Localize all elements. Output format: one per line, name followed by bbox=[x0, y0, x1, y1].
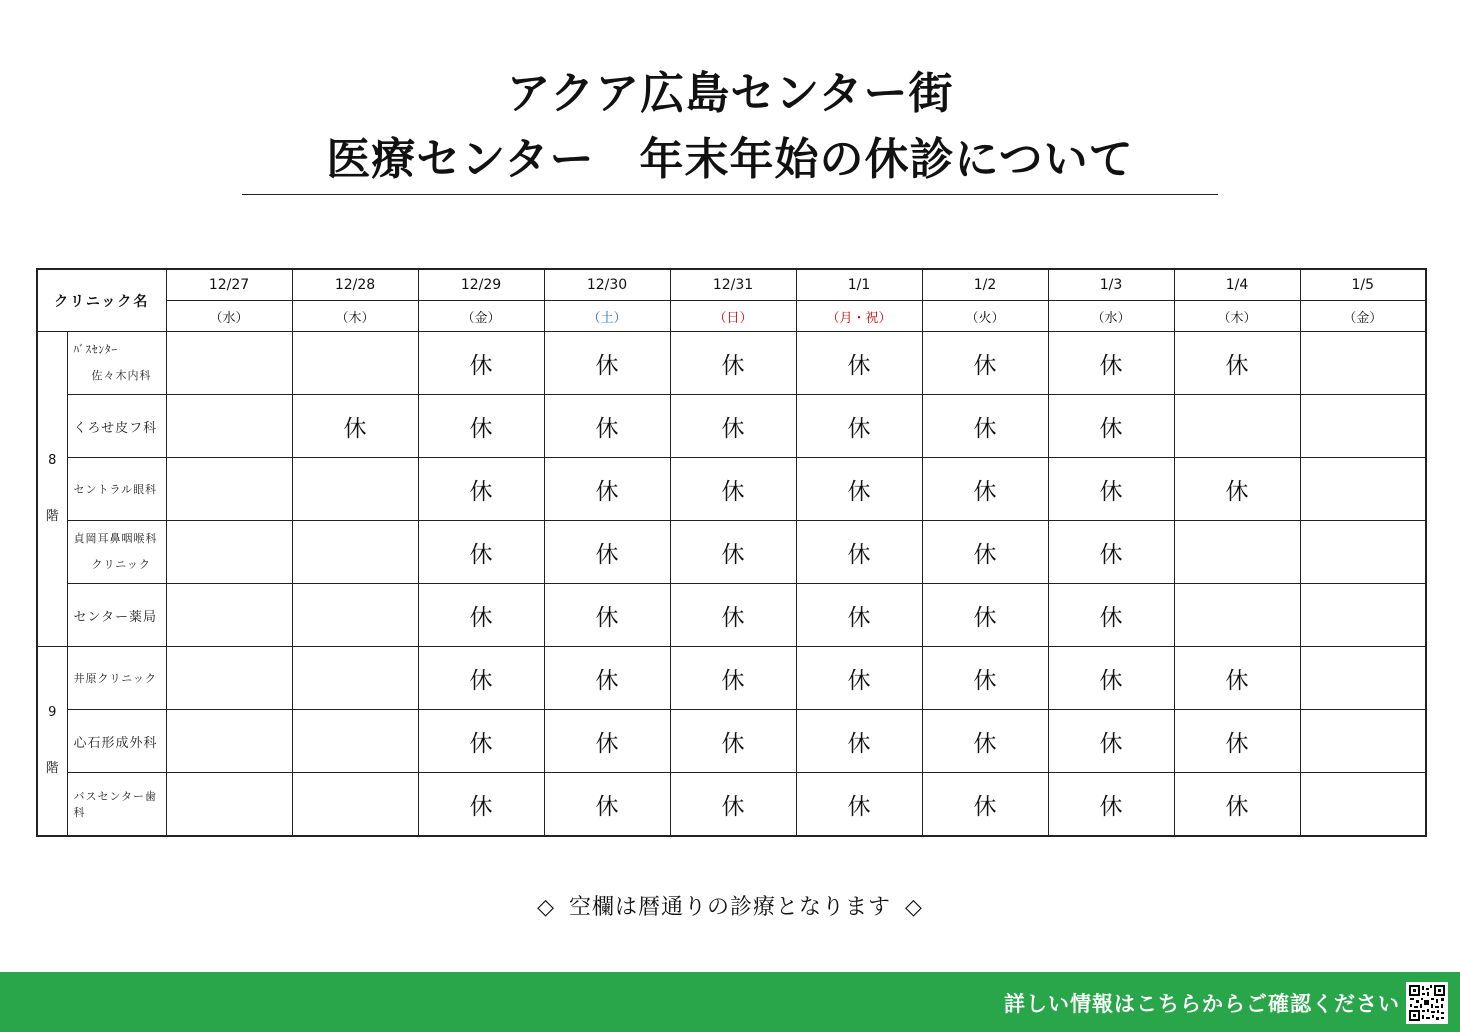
status-cell: 休 bbox=[418, 332, 544, 395]
status-cell: 休 bbox=[544, 584, 670, 647]
weekday-header: （木） bbox=[1174, 301, 1300, 332]
status-cell: 休 bbox=[1048, 710, 1174, 773]
clinic-name: センター薬局 bbox=[67, 584, 166, 647]
status-cell: 休 bbox=[670, 521, 796, 584]
clinic-row bbox=[37, 584, 1426, 647]
status-cell: 休 bbox=[1174, 773, 1300, 837]
status-cell: 休 bbox=[922, 647, 1048, 710]
clinic-name-header: クリニック名 bbox=[37, 269, 166, 332]
holiday-schedule-table bbox=[36, 268, 1427, 837]
status-cell: 休 bbox=[796, 332, 922, 395]
status-cell: 休 bbox=[670, 710, 796, 773]
weekday-header-sunday: （日） bbox=[670, 301, 796, 332]
status-cell bbox=[1300, 710, 1426, 773]
status-cell bbox=[166, 710, 292, 773]
title-divider bbox=[242, 194, 1218, 195]
date-header: 1/3 bbox=[1048, 269, 1174, 301]
weekday-header: （水） bbox=[1048, 301, 1174, 332]
status-cell: 休 bbox=[1174, 710, 1300, 773]
date-header: 1/4 bbox=[1174, 269, 1300, 301]
status-cell bbox=[292, 584, 418, 647]
status-cell: 休 bbox=[1048, 458, 1174, 521]
date-header: 12/30 bbox=[544, 269, 670, 301]
status-cell: 休 bbox=[670, 584, 796, 647]
status-cell: 休 bbox=[1048, 521, 1174, 584]
weekday-header-row bbox=[37, 301, 1426, 332]
clinic-row bbox=[37, 710, 1426, 773]
status-cell: 休 bbox=[544, 647, 670, 710]
diamond-icon: ◇ bbox=[537, 895, 555, 920]
footer-text: 詳しい情報はこちらからご確認ください bbox=[1004, 992, 1400, 1016]
status-cell: 休 bbox=[418, 458, 544, 521]
status-cell bbox=[1174, 521, 1300, 584]
status-cell: 休 bbox=[1048, 773, 1174, 837]
date-header: 12/31 bbox=[670, 269, 796, 301]
status-cell bbox=[292, 521, 418, 584]
status-cell bbox=[1300, 458, 1426, 521]
status-cell bbox=[166, 584, 292, 647]
status-cell: 休 bbox=[1174, 647, 1300, 710]
status-cell: 休 bbox=[1174, 458, 1300, 521]
status-cell bbox=[166, 395, 292, 458]
date-header-row bbox=[37, 269, 1426, 301]
status-cell: 休 bbox=[418, 395, 544, 458]
status-cell: 休 bbox=[544, 332, 670, 395]
weekday-header: （金） bbox=[1300, 301, 1426, 332]
date-header: 12/27 bbox=[166, 269, 292, 301]
status-cell: 休 bbox=[670, 773, 796, 837]
status-cell bbox=[292, 710, 418, 773]
status-cell: 休 bbox=[418, 647, 544, 710]
clinic-row bbox=[37, 458, 1426, 521]
status-cell: 休 bbox=[796, 773, 922, 837]
status-cell bbox=[166, 521, 292, 584]
clinic-name: 井原クリニック bbox=[67, 647, 166, 710]
clinic-row bbox=[37, 521, 1426, 584]
status-cell: 休 bbox=[1048, 395, 1174, 458]
status-cell bbox=[1300, 395, 1426, 458]
status-cell: 休 bbox=[544, 395, 670, 458]
status-cell bbox=[1300, 647, 1426, 710]
status-cell bbox=[1300, 332, 1426, 395]
status-cell: 休 bbox=[922, 710, 1048, 773]
weekday-header: （火） bbox=[922, 301, 1048, 332]
clinic-row bbox=[37, 647, 1426, 710]
status-cell: 休 bbox=[544, 773, 670, 837]
clinic-name: バスセンター歯科 bbox=[67, 773, 166, 837]
date-header: 1/5 bbox=[1300, 269, 1426, 301]
clinic-name: 心石形成外科 bbox=[67, 710, 166, 773]
clinic-name: くろせ皮フ科 bbox=[67, 395, 166, 458]
status-cell: 休 bbox=[418, 584, 544, 647]
status-cell bbox=[166, 458, 292, 521]
status-cell: 休 bbox=[670, 647, 796, 710]
floor-label-8: 8 階 bbox=[37, 332, 67, 647]
status-cell: 休 bbox=[796, 395, 922, 458]
status-cell: 休 bbox=[670, 395, 796, 458]
status-cell: 休 bbox=[418, 773, 544, 837]
clinic-name: 貞岡耳鼻咽喉科 クリニック bbox=[67, 521, 166, 584]
status-cell: 休 bbox=[922, 773, 1048, 837]
status-cell: 休 bbox=[796, 710, 922, 773]
status-cell bbox=[1174, 395, 1300, 458]
status-cell: 休 bbox=[922, 332, 1048, 395]
title-line-1: アクア広島センター街 bbox=[506, 68, 954, 119]
status-cell: 休 bbox=[796, 458, 922, 521]
status-cell: 休 bbox=[1048, 584, 1174, 647]
date-header: 12/28 bbox=[292, 269, 418, 301]
status-cell: 休 bbox=[922, 521, 1048, 584]
floor-label-9: 9 階 bbox=[37, 647, 67, 837]
title-line-2: 医療センター 年末年始の休診について bbox=[326, 134, 1134, 185]
status-cell: 休 bbox=[544, 458, 670, 521]
status-cell: 休 bbox=[1048, 647, 1174, 710]
status-cell bbox=[292, 773, 418, 837]
weekday-header-saturday: （土） bbox=[544, 301, 670, 332]
status-cell bbox=[1174, 584, 1300, 647]
status-cell: 休 bbox=[922, 584, 1048, 647]
status-cell: 休 bbox=[796, 584, 922, 647]
clinic-name: セントラル眼科 bbox=[67, 458, 166, 521]
status-cell: 休 bbox=[544, 521, 670, 584]
weekday-header-holiday: （月・祝） bbox=[796, 301, 922, 332]
clinic-row bbox=[37, 395, 1426, 458]
status-cell: 休 bbox=[1048, 332, 1174, 395]
status-cell: 休 bbox=[418, 710, 544, 773]
status-cell: 休 bbox=[418, 521, 544, 584]
status-cell bbox=[1300, 521, 1426, 584]
status-cell bbox=[292, 647, 418, 710]
weekday-header: （水） bbox=[166, 301, 292, 332]
status-cell bbox=[166, 773, 292, 837]
clinic-row bbox=[37, 332, 1426, 395]
status-cell: 休 bbox=[1174, 332, 1300, 395]
qr-code-icon[interactable] bbox=[1406, 982, 1448, 1024]
status-cell: 休 bbox=[292, 395, 418, 458]
status-cell bbox=[166, 332, 292, 395]
date-header: 1/2 bbox=[922, 269, 1048, 301]
status-cell bbox=[292, 458, 418, 521]
weekday-header: （木） bbox=[292, 301, 418, 332]
date-header: 1/1 bbox=[796, 269, 922, 301]
note-text: 空欄は暦通りの診療となります bbox=[568, 895, 891, 920]
weekday-header: （金） bbox=[418, 301, 544, 332]
status-cell: 休 bbox=[922, 458, 1048, 521]
clinic-row bbox=[37, 773, 1426, 837]
status-cell: 休 bbox=[670, 332, 796, 395]
status-cell bbox=[1300, 773, 1426, 837]
clinic-name: ﾊﾞｽｾﾝﾀｰ 佐々木内科 bbox=[67, 332, 166, 395]
status-cell bbox=[292, 332, 418, 395]
date-header: 12/29 bbox=[418, 269, 544, 301]
note-line bbox=[0, 890, 1460, 921]
status-cell: 休 bbox=[796, 647, 922, 710]
status-cell bbox=[1300, 584, 1426, 647]
footer-bar bbox=[0, 972, 1460, 1032]
status-cell bbox=[166, 647, 292, 710]
status-cell: 休 bbox=[670, 458, 796, 521]
status-cell: 休 bbox=[922, 395, 1048, 458]
status-cell: 休 bbox=[544, 710, 670, 773]
status-cell: 休 bbox=[796, 521, 922, 584]
diamond-icon: ◇ bbox=[905, 895, 923, 920]
